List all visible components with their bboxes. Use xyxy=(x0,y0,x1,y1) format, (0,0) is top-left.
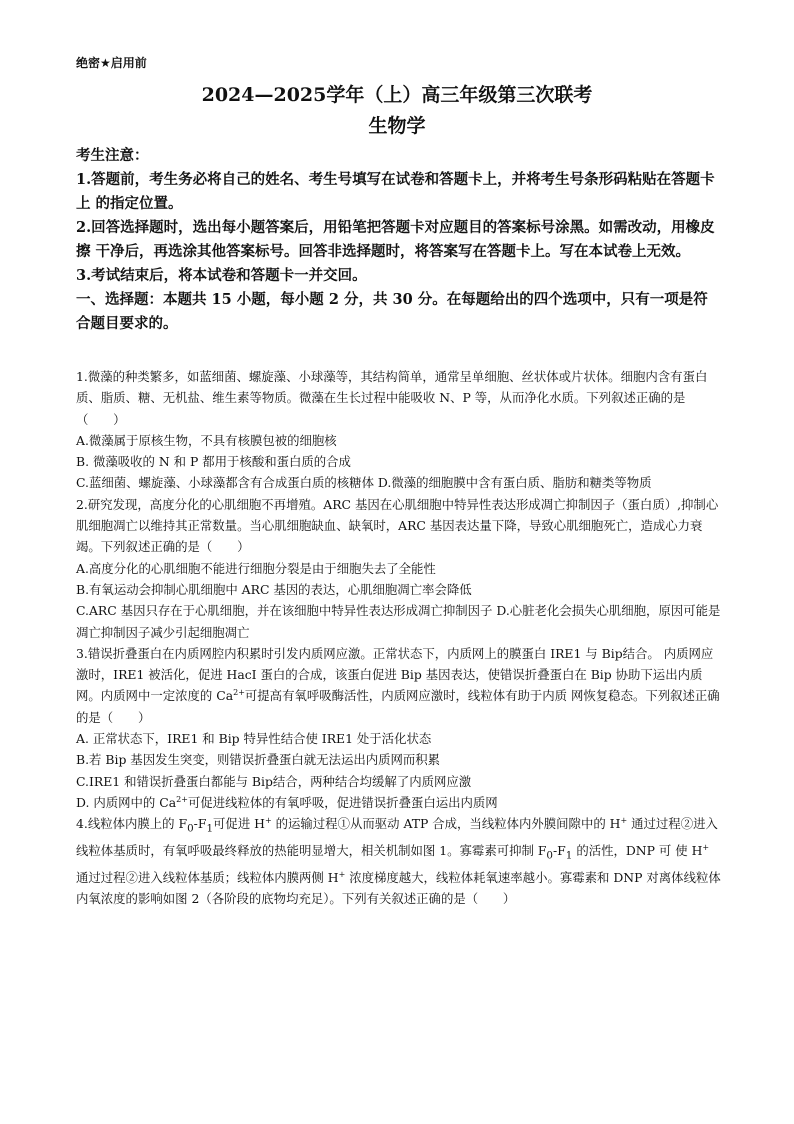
notice-block xyxy=(76,144,722,336)
question-3-option-c: C.IRE1 和错误折叠蛋白都能与 Bip结合，两种结合均缓解了内质网应激 xyxy=(76,773,472,789)
question-4-stem: 4.线粒体内膜上的 $F_0-F_1$可促进 H+ 的运输过程①从而驱动 ATP 合成，当线粒体内外膜间隙中的 H+ 通过过程②进入线粒体基质时，有氧呼吸最终释放的热能明显增大，相关机制如图 1。寡霉素可抑制 $F_0-F_1$ 的活性，DNP 可 使 H+ 通过过程②进入线粒体基质；线粒体内膜两侧 H+ 浓度梯度越大，线粒体耗氧速率越小。寡霉素和 DNP 对离体线粒体内氧浓度的影响如图 2（各阶段的底物均充足）。下列有关叙述正确的是（ ） xyxy=(76,816,721,907)
question-1-option-a: A.微藻属于原核生物，不具有核膜包被的细胞核 xyxy=(76,432,337,448)
notice-item-1: 1.答题前，考生务必将自己的姓名、考生号填写在试卷和答题卡上，并将考生号条形码粘贴在答题卡上 的指定位置。 xyxy=(76,171,715,212)
question-3-option-d: D. 内质网中的 $Ca^{2+}$可促进线粒体的有氧呼吸，促进错误折叠蛋白运出内质网 xyxy=(76,794,498,810)
question-1-option-b: B. 微藻吸收的 N 和 P 都用于核酸和蛋白质的合成 xyxy=(76,454,351,470)
section-heading: 一、选择题：本题共 15 小题，每小题 2 分，共 30 分。在每题给出的四个选项中，只有一项是符合题目要求的。 xyxy=(76,291,708,332)
notice-item-2: 2.回答选择题时，选出每小题答案后，用铅笔把答题卡对应题目的答案标号涂黑。如需改动，用橡皮擦 干净后，再选涂其他答案标号。回答非选择题时，将答案写在答题卡上。写在本试卷上无效。 xyxy=(76,219,715,260)
subject-title: 生物学 xyxy=(368,115,426,137)
question-3-stem: 3.错误折叠蛋白在内质网腔内积累时引发内质网应激。正常状态下，内质网上的膜蛋白 IRE1 与 Bip结合。 内质网应激时，IRE1 被活化，促进 HacI 蛋白的合成，该蛋白促进 Bip 基因表达，使错误折叠蛋白在 Bip 协助下运出内质网。内质网中一定浓度的 $Ca^{2+}$可提高有氧呼吸酶活性，内质网应激时，线粒体有助于内质 网恢复稳态。下列叙述正确的是（ ） xyxy=(76,645,720,725)
exam-title: 2024—2025学年（上）高三年级第三次联考 xyxy=(201,84,593,106)
question-2-option-a: A.高度分化的心肌细胞不能进行细胞分裂是由于细胞失去了全能性 xyxy=(76,560,436,576)
questions-block xyxy=(76,366,722,909)
question-3-option-a: A. 正常状态下，IRE1 和 Bip 特异性结合使 IRE1 处于活化状态 xyxy=(76,731,432,747)
question-1-option-cd: C.蓝细菌、螺旋藻、小球藻都含有合成蛋白质的核糖体 D.微藻的细胞膜中含有蛋白质、脂肪和糖类等物质 xyxy=(76,475,652,491)
question-2-option-cd: C.ARC 基因只存在于心肌细胞，并在该细胞中特异性表达形成凋亡抑制因子 D.心脏老化会损失心肌细胞，原因可能是凋亡抑制因子减少引起细胞凋亡 xyxy=(76,603,721,640)
question-3-option-b: B.若 Bip 基因发生突变，则错误折叠蛋白就无法运出内质网而积累 xyxy=(76,752,441,768)
question-2-option-b: B.有氧运动会抑制心肌细胞中 ARC 基因的表达，心肌细胞凋亡率会降低 xyxy=(76,581,472,597)
question-1-stem: 1.微藻的种类繁多，如蓝细菌、螺旋藻、小球藻等，其结构简单，通常呈单细胞、丝状体或片状体。细胞内含有蛋白质、脂质、糖、无机盐、维生素等物质。微藻在生长过程中能吸收 N、P 等，从而净化水质。下列叙述正确的是（ ） xyxy=(76,369,708,427)
secret-mark: 绝密★启用前 xyxy=(76,56,147,70)
question-2-stem: 2.研究发现，高度分化的心肌细胞不再增殖。ARC 基因在心肌细胞中特异性表达形成凋亡抑制因子（蛋白质）,抑制心肌细胞凋亡以维持其正常数量。当心肌细胞缺血、缺氧时，ARC 基因表达量下降，导致心肌细胞死亡，造成心力衰竭。下列叙述正确的是（ ） xyxy=(76,496,719,555)
notice-item-3: 3.考试结束后，将本试卷和答题卡一并交回。 xyxy=(76,267,367,284)
notice-heading: 考生注意： xyxy=(76,147,149,164)
